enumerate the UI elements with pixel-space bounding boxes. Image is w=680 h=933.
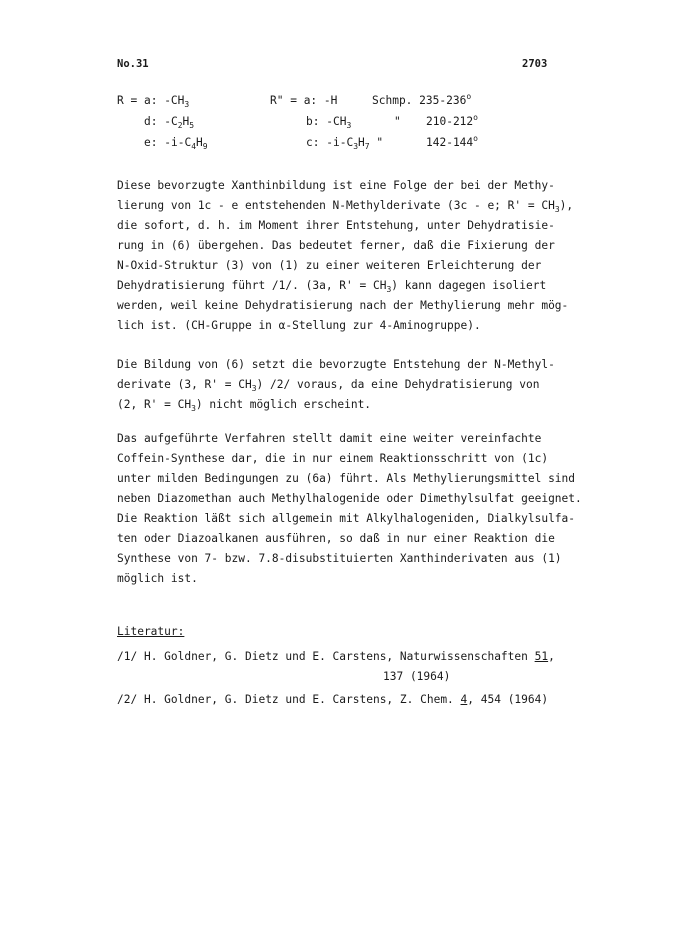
text-line: Die Bildung von (6) setzt die bevorzugte Entstehung der N-Methyl- <box>117 358 555 371</box>
reference-text: H. Goldner, G. Dietz und E. Carstens, Naturwissenschaften <box>137 650 535 663</box>
text-line: Die Reaktion läßt sich allgemein mit Alkylhalogeniden, Dialkylsulfa- <box>117 512 576 525</box>
melting-point: 235-236 <box>419 94 467 107</box>
formula-sub: 3 <box>554 205 560 214</box>
formula-value: -C <box>164 115 178 128</box>
degree-mark: o <box>466 92 472 101</box>
text-span: lierung von 1c - e entstehenden N-Methylderivate (3c - e; R' = CH <box>117 199 555 212</box>
text-line: Das aufgeführte Verfahren stellt damit eine weiter vereinfachte <box>117 432 542 445</box>
formula-sub: 4 <box>191 142 197 151</box>
formula-mp-c <box>426 136 478 149</box>
formula-sub: 7 <box>364 142 370 151</box>
text-line: rung in (6) übergehen. Das bedeutet ferner, daß die Fixierung der <box>117 239 555 252</box>
text-span: ) <box>256 378 271 391</box>
formula-value: H <box>182 115 190 128</box>
text-line: werden, weil keine Dehydratisierung nach der Methylierung mehr mög- <box>117 299 569 312</box>
text-line: neben Diazomethan auch Methylhalogenide oder Dimethylsulfat geeignet. <box>117 492 582 505</box>
text-line: unter milden Bedingungen zu (6a) führt. Als Methylierungsmittel sind <box>117 472 576 485</box>
reference-1-pages: 137 (1964) <box>383 670 451 683</box>
formula-label: a: <box>303 94 318 107</box>
paragraph-1 <box>117 176 574 336</box>
formula-value: -H <box>323 94 338 107</box>
formula-sub: 3 <box>251 384 257 393</box>
text-line: Diese bevorzugte Xanthinbildung ist eine Folge der bei der Methy- <box>117 179 555 192</box>
text-span: ) kann dagegen isoliert <box>391 279 547 292</box>
text-span: . (3a, R' = CH <box>292 279 387 292</box>
text-line: möglich ist. <box>117 572 198 585</box>
reference-volume: 51 <box>534 650 549 663</box>
formula-r-prefix: R = <box>117 94 144 107</box>
citation-ref: /2/ <box>270 378 291 391</box>
formula-r2-prefix: R" = <box>270 94 304 107</box>
formula-r-a <box>117 94 189 107</box>
formula-value: -i-C <box>326 136 354 149</box>
reference-2 <box>117 693 548 706</box>
reference-marker: /2/ <box>117 693 138 706</box>
text-span: voraus, da eine Dehydratisierung von <box>290 378 540 391</box>
text-line: lich ist. (CH-Gruppe in α-Stellung zur 4-Aminogruppe). <box>117 319 481 332</box>
melting-point: 142-144 <box>426 136 474 149</box>
reference-text: , 454 (1964) <box>467 693 549 706</box>
formula-label: d: <box>144 115 158 128</box>
formula-label: a: <box>143 94 158 107</box>
reference-text: , <box>548 650 555 663</box>
formula-value: -CH <box>164 94 185 107</box>
citation-ref: /1/ <box>271 279 293 292</box>
formula-r-d <box>144 115 194 128</box>
ditto-mark: " <box>394 115 401 128</box>
text-line <box>117 276 567 296</box>
text-line <box>117 196 574 216</box>
formula-r2-a <box>270 94 337 107</box>
text-line: N-Oxid-Struktur (3) von (1) zu einer weiteren Erleichterung der <box>117 259 542 272</box>
formula-r2-b <box>306 115 351 128</box>
text-line <box>117 395 567 415</box>
text-line: Coffein-Synthese dar, die in nur einem Reaktionsschritt von (1c) <box>117 452 549 465</box>
formula-sub: 5 <box>189 121 195 130</box>
formula-label: b: <box>306 115 320 128</box>
page-number: 2703 <box>522 58 548 70</box>
degree-mark: o <box>473 113 478 122</box>
paragraph-3 <box>117 429 582 589</box>
reference-text: H. Goldner, G. Dietz und E. Carstens, Z. Chem. <box>137 693 461 706</box>
formula-sub: 9 <box>202 142 208 151</box>
formula-label: e: <box>144 136 158 149</box>
text-span: ), <box>559 199 574 212</box>
text-span: Dehydratisierung führt <box>117 279 272 292</box>
text-line <box>117 375 567 395</box>
formula-sub: 3 <box>386 285 392 294</box>
text-line: die sofort, d. h. im Moment ihrer Entstehung, unter Dehydratisie- <box>117 219 555 232</box>
formula-schmp <box>372 94 471 107</box>
formula-value: H <box>358 136 365 149</box>
reference-marker: /1/ <box>117 650 138 663</box>
text-span: derivate (3, R' = CH <box>117 378 252 391</box>
formula-label: c: <box>306 136 320 149</box>
formula-sub: 2 <box>177 121 183 130</box>
text-line: Synthese von 7- bzw. 7.8-disubstituierten Xanthinderivaten aus (1) <box>117 552 562 565</box>
text-span: (2, R' = CH <box>117 398 192 411</box>
reference-1 <box>117 650 555 663</box>
formula-value: -i-C <box>164 136 192 149</box>
formula-sub: 3 <box>353 142 359 151</box>
formula-value: H <box>196 136 203 149</box>
formula-mp-b <box>426 115 478 128</box>
formula-r-e <box>144 136 208 149</box>
melting-point: 210-212 <box>426 115 474 128</box>
literature-heading: Literatur: <box>117 625 185 638</box>
formula-sub: 3 <box>191 404 196 413</box>
degree-mark: o <box>473 134 478 143</box>
formula-value: -CH <box>326 115 347 128</box>
text-line: ten oder Diazoalkanen ausführen, so daß in nur einer Reaktion die <box>117 532 555 545</box>
formula-r2-c <box>306 136 383 149</box>
page-journal-number: No.31 <box>117 58 149 70</box>
text-span: ) nicht möglich erscheint. <box>195 398 372 411</box>
schmp-label: Schmp. <box>372 94 413 107</box>
formula-sub: 3 <box>184 100 190 109</box>
formula-sub: 3 <box>346 121 352 130</box>
reference-volume: 4 <box>460 693 468 706</box>
paragraph-2 <box>117 355 567 415</box>
ditto-mark: " <box>376 136 384 149</box>
